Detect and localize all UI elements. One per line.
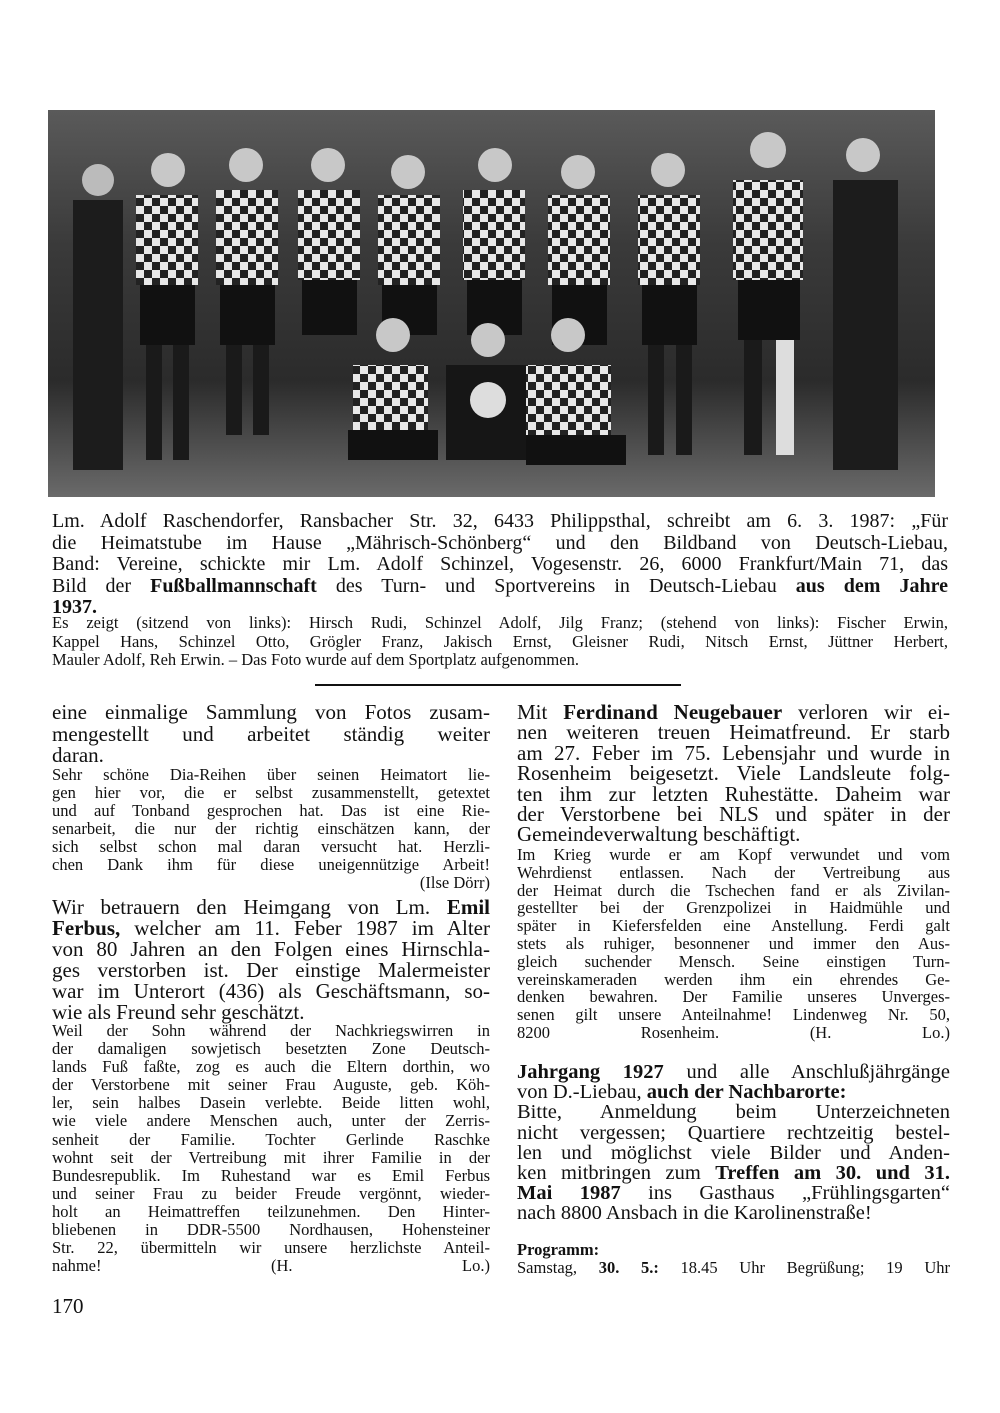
text-line: der Verstorbene mit seiner Frau Auguste, geb. Köh-: [52, 1075, 490, 1095]
text-line: mengestellt und arbeitet ständig weiter: [52, 721, 490, 746]
text-line: die Heimatstube im Hause „Mährisch-Schönberg“ und den Bildband von Deutsch-Liebau,: [52, 531, 948, 554]
bold-text: Fußballmannschaft: [150, 574, 317, 597]
bold-text: aus dem Jahre: [795, 574, 948, 597]
text-segment: verloren wir ei-: [782, 700, 950, 724]
bold-text: Jahrgang 1927: [517, 1061, 664, 1083]
text-line: [52, 918, 490, 939]
text-segment: [719, 1023, 810, 1042]
article-fotos-intro: [52, 702, 490, 767]
text-segment: (H. Lo.): [271, 1256, 490, 1276]
text-line: wie viele andere Menschen auch, unter der Zerris-: [52, 1111, 490, 1131]
divider-rule: [315, 684, 681, 686]
text-line: daran.: [52, 743, 104, 767]
article-ferbus-body: [52, 1022, 490, 1275]
text-line: senarbeit, die nur der richtig einschätzen kann, der: [52, 819, 490, 838]
page-number: 170: [52, 1294, 84, 1318]
text-line: chen Dank ihm für diese uneigennützige Arbeit!: [52, 855, 490, 874]
text-segment: (H. Lo.): [809, 1022, 951, 1042]
text-line: ges verstorben ist. Der einstige Malermeister: [52, 958, 490, 982]
text-line: gestellter bei der Grenzpolizei in Haidmühle und: [517, 898, 950, 918]
bold-text: Programm:: [517, 1240, 600, 1259]
text-segment: 18.45 Uhr Begrüßung; 19 Uhr: [658, 1258, 950, 1277]
bold-text: Mai 1987: [517, 1182, 621, 1205]
bold-text: Ferdinand Neugebauer: [563, 700, 783, 724]
text-segment: ken mitbringen zum: [517, 1161, 716, 1184]
text-line: (Ilse Dörr): [419, 873, 490, 892]
text-line: wohnt seit der Vertreibung mit ihrer Familie in der: [52, 1147, 490, 1167]
text-line: [52, 1257, 490, 1275]
team-photo: [48, 110, 935, 497]
text-line: und auf Tonband gesprochen hat. Das ist eine Rie-: [52, 801, 490, 820]
text-line: der damaligen sowjetisch besetzten Zone Deutsch-: [52, 1039, 490, 1059]
text-line: Gemeindeverwaltung beschäftigt.: [517, 822, 801, 847]
text-segment: und alle Anschlußjährgänge: [663, 1061, 951, 1083]
text-line: Rosenheim beigesetzt. Viele Landsleute folg-: [517, 761, 950, 786]
text-line: Weil der Sohn während der Nachkriegswirren in: [52, 1021, 490, 1040]
text-line: senen gilt unsere Anteilnahme! Lindenweg Nr. 50,: [517, 1005, 950, 1025]
text-line: nen weiteren treuen Heimatfreund. Er starb: [517, 720, 950, 745]
text-line: Im Krieg wurde er am Kopf verwundet und vom: [517, 845, 950, 864]
text-line: denken bewahren. Der Familie unseres Unverges-: [517, 987, 950, 1007]
text-line: Band: Vereine, schickte mir Lm. Adolf Schinzel, Vogesenstr. 26, 6000 Frankfurt/Main 71, das: [52, 553, 948, 575]
text-segment: ins Gasthaus „Frühlingsgarten“: [620, 1182, 951, 1205]
article-neugebauer-body: [517, 846, 950, 1042]
text-line: ler, sein halbes Dasein verlebte. Beide litten wohl,: [52, 1093, 490, 1113]
text-line: Wehrdienst entlassen. Nach der Vertreibung aus: [517, 862, 950, 882]
article-dia-reihen: [52, 766, 490, 892]
text-line: senheit der Familie. Tochter Gerlinde Raschke: [52, 1129, 490, 1149]
text-line: war im Unterort (436) als Geschäftsmann, so-: [52, 979, 490, 1003]
bold-text: 30. 5.:: [598, 1258, 659, 1277]
text-line: sich selbst schon mal daran versucht hat. Herzli-: [52, 837, 490, 856]
text-segment: von D.-Liebau,: [517, 1081, 647, 1104]
text-segment: des Turn- und Sportvereins in Deutsch-Liebau: [316, 574, 796, 597]
text-segment: Wir betrauern den Heimgang von Lm.: [52, 895, 447, 919]
text-line: Lm. Adolf Raschendorfer, Ransbacher Str. 32, 6433 Philippsthal, schreibt am 6. 3. 1987: „Für: [52, 510, 948, 532]
text-line: stets als ruhiger, besonnener und immer den Aus-: [517, 933, 950, 953]
photo-caption: [52, 511, 948, 619]
text-line: gleich suchender Mensch. Seine einstigen Turn-: [517, 951, 950, 971]
text-line: wie als Freund sehr geschätzt.: [52, 1000, 305, 1024]
text-line: ten ihm zur letzten Ruhestätte. Daheim war: [517, 781, 950, 806]
text-line: lands Fuß faßte, zog es auch die Eltern dorthin, wo: [52, 1057, 490, 1077]
text-line: [517, 702, 950, 722]
text-line: gen hier vor, die er selbst zusammenstellt, getextet: [52, 783, 490, 802]
text-segment: welcher am 11. Feber 1987 im Alter: [120, 916, 490, 940]
text-line: holt an Heimattreffen teilzunehmen. Den Hinter-: [52, 1201, 490, 1221]
photo-caption-names: [52, 614, 948, 670]
text-line: [517, 1241, 950, 1259]
text-line: am 27. Feber im 75. Lebensjahr und wurde in: [517, 740, 950, 765]
text-line: eine einmalige Sammlung von Fotos zusam-: [52, 700, 490, 724]
text-line: Bundesrepublik. Im Ruhestand war es Emil Ferbus: [52, 1165, 490, 1185]
text-segment: nahme!: [52, 1256, 102, 1276]
text-line: Bitte, Anmeldung beim Unterzeichneten: [517, 1101, 950, 1124]
text-segment: Samstag,: [517, 1258, 599, 1277]
bold-text: auch der Nachbarorte:: [646, 1081, 847, 1104]
text-line: und seiner Frau zu beider Freude vergönnt, wieder-: [52, 1183, 490, 1203]
article-neugebauer-lead: [517, 702, 950, 845]
text-line: [517, 1163, 950, 1183]
text-line: Es zeigt (sitzend von links): Hirsch Rudi, Schinzel Adolf, Jilg Franz; (stehend von links): Fischer Erwin,: [52, 613, 948, 632]
text-line: später in Kiefersfelden eine Anstellung. Ferdi galt: [517, 916, 950, 936]
programm-section: [517, 1241, 950, 1277]
text-line: [517, 1062, 950, 1082]
bold-text: 1937.: [52, 596, 97, 618]
text-line: nicht vergessen; Quartiere rechtzeitig bestel-: [517, 1121, 950, 1144]
text-line: [517, 1024, 950, 1042]
text-line: Mauler Adolf, Reh Erwin. – Das Foto wurde auf dem Sportplatz aufgenommen.: [52, 650, 579, 669]
text-line: [517, 1082, 950, 1102]
article-ferbus-lead: [52, 897, 490, 1023]
bold-text: Treffen am 30. und 31.: [715, 1161, 950, 1184]
text-segment: 8200 Rosenheim.: [517, 1022, 720, 1042]
text-line: len und möglichst viele Bilder und Anden-: [517, 1141, 950, 1164]
football-team-photo: [48, 110, 935, 497]
bold-text: Emil: [446, 895, 490, 919]
text-line: Sehr schöne Dia-Reihen über seinen Heimatort lie-: [52, 765, 490, 784]
article-jahrgang-1927: [517, 1062, 950, 1224]
text-line: Kappel Hans, Schinzel Otto, Grögler Franz, Jakisch Ernst, Gleisner Rudi, Nitsch Ernst, Jüttner Herbert,: [52, 631, 948, 651]
text-line: der Heimat durch die Tschechen fand er als Zivilan-: [517, 880, 950, 900]
text-line: [517, 1183, 950, 1203]
text-line: nach 8800 Ansbach in die Karolinenstraße!: [517, 1202, 872, 1225]
text-segment: Bild der: [52, 574, 151, 597]
text-segment: Mit: [517, 700, 564, 724]
text-line: [517, 1259, 950, 1277]
text-line: der Verstorbene bei NLS und später in der: [517, 801, 950, 826]
text-line: von 80 Jahren an den Folgen eines Hirnschla-: [52, 937, 490, 961]
text-line: [52, 897, 490, 918]
bold-text: Ferbus,: [52, 916, 121, 940]
text-line: [52, 576, 948, 598]
text-line: bliebenen in DDR-5500 Nordhausen, Hohensteiner: [52, 1220, 490, 1240]
text-segment: [101, 1256, 271, 1275]
text-line: vereinskameraden werden ihm ein ehrendes Ge-: [517, 969, 950, 989]
text-line: Str. 22, übermitteln wir unsere herzlichste Anteil-: [52, 1238, 490, 1258]
